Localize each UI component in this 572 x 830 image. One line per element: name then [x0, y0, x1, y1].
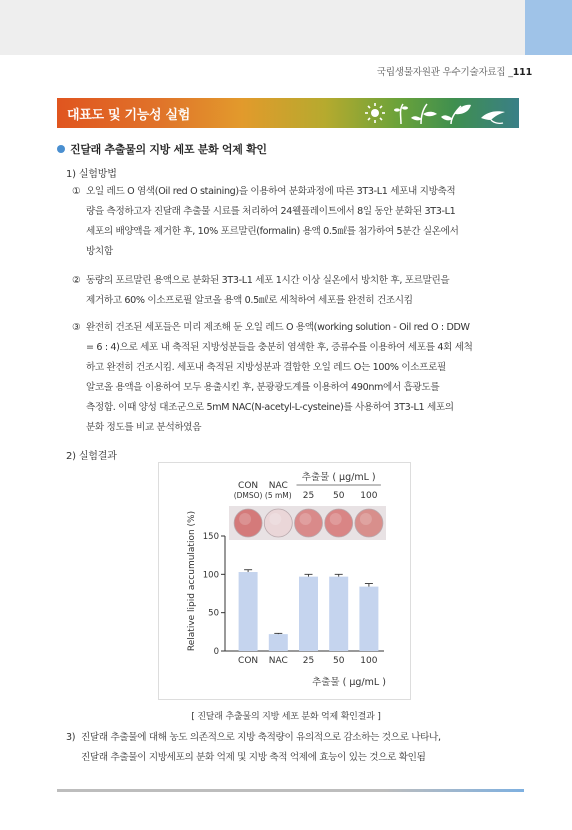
method-step-1: [72, 182, 512, 262]
lipid-accumulation-chart: [159, 463, 410, 699]
method-title: 1) 실험방법: [66, 169, 117, 180]
y-tick-label-0: 0: [213, 647, 219, 657]
well-highlight-0: [239, 513, 251, 525]
banner-title: 대표도 및 기능성 실험: [67, 108, 190, 123]
x-axis-label: 추출물 ( μg/mL ): [312, 677, 386, 688]
step-1-line-1: 오일 레드 O 염색(Oil red O staining)을 이용하여 분화과정에 따른 3T3-L1 세포내 지방축적: [86, 186, 456, 197]
section-banner: [57, 98, 519, 128]
figure-caption: [ 진달래 추출물의 지방 세포 분화 억제 확인결과 ]: [191, 712, 381, 722]
x-tick-label-25: 25: [302, 656, 315, 666]
top-sublabel-1: (5 mM): [264, 491, 292, 500]
bar-CON: [239, 572, 258, 651]
top-label-4: 100: [360, 491, 378, 501]
well-highlight-2: [300, 513, 312, 525]
step-3-line-1: 완전히 건조된 세포들은 미리 제조해 둔 오일 레드 O 용액(working solution - Oil red O : DDW: [86, 322, 470, 333]
extract-concentration-header: 추출물 ( μg/mL ): [301, 472, 376, 483]
results-title: 2) 실험결과: [66, 451, 117, 462]
chart-bars: [238, 570, 378, 666]
step-3-line-3: 하고 완전히 건조시킴. 세포내 축적된 지방성분과 결합한 오일 레드 O는 100% 이소프로필: [86, 362, 446, 373]
well-highlight-1: [269, 513, 281, 525]
bar-100: [359, 587, 378, 651]
step-3-line-6: 분화 정도를 비교 분석하였음: [86, 422, 202, 433]
step-1-line-3: 세포의 배양액을 제거한 후, 10% 포르말린(formalin) 용액 0.5㎖를 첨가하여 5분간 실온에서: [86, 226, 459, 237]
corner-tab: [525, 0, 572, 55]
well-images: [229, 506, 386, 540]
y-tick-label-100: 100: [202, 570, 219, 581]
top-label-3: 50: [332, 491, 345, 501]
step-3-line-4: 알코올 용액을 이용하여 모두 용출시킨 후, 분광광도계를 이용하여 490nm에서 흡광도를: [86, 382, 440, 393]
top-label-0: CON: [238, 481, 259, 491]
step-3-line-2: = 6 : 4)으로 세포 내 축적된 지방성분들을 충분히 염색한 후, 증류수를 이용하여 세포를 4회 세척: [86, 342, 473, 353]
section-title: [57, 141, 267, 157]
top-label-1: NAC: [268, 481, 288, 491]
x-tick-label-50: 50: [332, 656, 345, 666]
bottom-rule: [57, 789, 524, 792]
step-2-line-1: 동량의 포르말린 용액으로 분화된 3T3-L1 세포 1시간 이상 실온에서 방치한 후, 포르말린을: [86, 275, 450, 286]
conclusion-line-2: 진달래 추출물이 지방세포의 분화 억제 및 지방 축적 억제에 효능이 있는 것으로 확인됨: [81, 752, 426, 763]
bar-25: [299, 577, 318, 651]
step-2-line-2: 제거하고 60% 이소프로필 알코올 용액 0.5㎖로 세척하여 세포를 완전히 건조시킴: [86, 295, 413, 306]
chart-ticks: [203, 532, 225, 657]
page-header: [377, 64, 532, 78]
y-axis-label: Relative lipid accumulation (%): [187, 510, 197, 652]
well-highlight-4: [360, 513, 372, 525]
method-step-3: [72, 318, 512, 438]
page-number: 111: [512, 67, 532, 78]
well-highlight-3: [330, 513, 342, 525]
bullet-dot-icon: [57, 145, 65, 153]
top-labels: [234, 471, 381, 501]
conclusion-number: 3): [66, 732, 76, 743]
conclusion-line-1: 진달래 추출물에 대해 농도 의존적으로 지방 축적량이 유의적으로 감소하는 것으로 나타나,: [81, 732, 441, 743]
section-title-text: 진달래 추출물의 지방 세포 분화 억제 확인: [70, 143, 267, 156]
step-1-line-4: 방치함: [86, 246, 113, 257]
step-3-line-5: 측정함. 이때 양성 대조군으로 5mM NAC(N-acetyl-L-cysteine)를 사용하여 3T3-L1 세포의: [86, 402, 454, 413]
top-sublabel-0: (DMSO): [233, 491, 263, 500]
bar-NAC: [269, 634, 288, 651]
leaf-decoration-icon: [363, 100, 513, 126]
step-2-number: ②: [72, 275, 81, 286]
conclusion: [66, 728, 516, 768]
x-tick-label-CON: CON: [238, 656, 259, 666]
step-1-number: ①: [72, 186, 81, 197]
x-tick-label-NAC: NAC: [268, 656, 288, 666]
method-step-2: [72, 271, 512, 311]
top-label-2: 25: [302, 491, 315, 501]
top-band: [0, 0, 572, 55]
figure-frame: [158, 462, 411, 700]
step-1-line-2: 량을 측정하고자 진달래 추출물 시료를 처리하여 24웰플레이트에서 8일 동안 분화된 3T3-L1: [86, 206, 456, 217]
y-tick-label-150: 150: [202, 532, 219, 542]
bar-50: [329, 577, 348, 651]
header-text: 국립생물자원관 우수기술자료집 _: [376, 67, 513, 78]
y-tick-label-50: 50: [208, 608, 219, 619]
x-tick-label-100: 100: [360, 656, 378, 666]
step-3-number: ③: [72, 322, 81, 333]
